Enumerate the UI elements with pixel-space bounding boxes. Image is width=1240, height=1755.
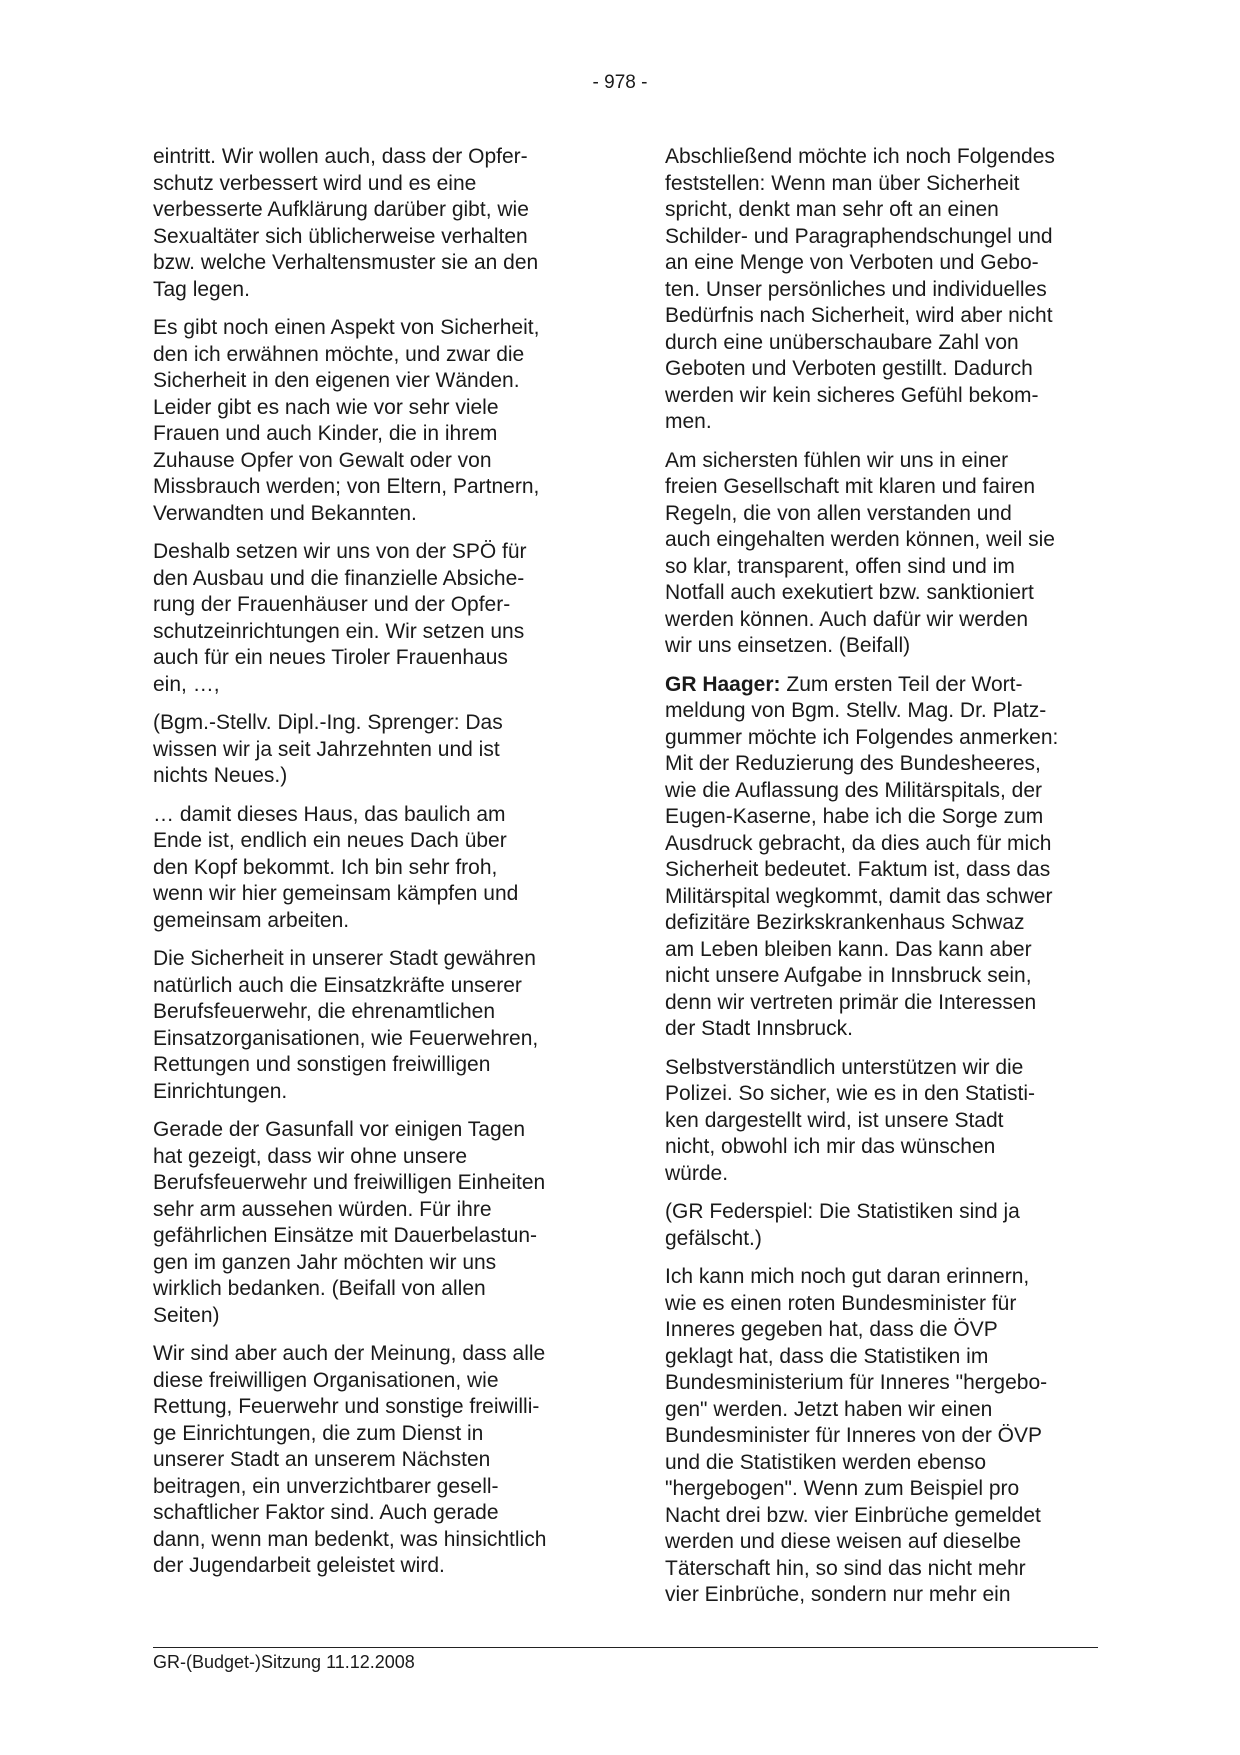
paragraph: Es gibt noch einen Aspekt von Sicherheit, den ich erwähnen möchte, und zwar die Sicherheit in den eigenen vier Wänden. Leider gibt es nach wie vor sehr viele Frauen und auch Kinder, die in ihrem Zuhause Opfer von Gewalt oder von Missbrauch werden; von Eltern, Partnern, Verwandten und Bekannten. [153, 316, 540, 525]
speaker-paragraph [665, 672, 1105, 1043]
speaker-text: Zum ersten Teil der Wort- meldung von Bgm. Stellv. Mag. Dr. Platz- gummer möchte ich Folgendes anmerken: Mit der Reduzierung des Bundesheeres, wie die Auflassung des Militärspitals, der Eugen-Kaserne, habe ich die Sorge zum Ausdruck gebracht, da dies auch für mich Sicherheit bedeutet. Faktum ist, dass das Militärspital wegkommt, damit das schwer defizitäre Bezirkskrankenhaus Schwaz am Leben bleiben kann. Das kann aber nicht unsere Aufgabe in Innsbruck sein, denn wir vertreten primär die Interessen der Stadt Innsbruck. [665, 672, 1059, 1040]
page-number: - 978 - [592, 72, 648, 93]
paragraph: Ich kann mich noch gut daran erinnern, wie es einen roten Bundesminister für Inneres gegeben hat, dass die ÖVP geklagt hat, dass die Statistiken im Bundesministerium für Inneres "hergebo- gen" werden. Jetzt haben wir einen Bundesminister für Inneres von der ÖVP und die Statistiken werden ebenso "hergebogen". Wenn zum Beispiel pro Nacht drei bzw. vier Einbrüche gemeldet werden und diese weisen auf dieselbe Täterschaft hin, so sind das nicht mehr vier Einbrüche, sondern nur mehr ein [665, 1265, 1048, 1606]
paragraph: Deshalb setzen wir uns von der SPÖ für den Ausbau und die finanzielle Absiche- rung der Frauenhäuser und der Opfer- schutzeinrichtungen ein. Wir setzen uns auch für ein neues Tiroler Frauenhaus ein, …, [153, 540, 527, 696]
paragraph: Die Sicherheit in unserer Stadt gewähren natürlich auch die Einsatzkräfte unserer Berufsfeuerwehr, die ehrenamtlichen Einsatzorganisationen, wie Feuerwehren, Rettungen und sonstigen freiwilligen Einrichtungen. [153, 947, 539, 1103]
footer-session-label: GR-(Budget-)Sitzung 11.12.2008 [153, 1652, 415, 1672]
right-column [665, 144, 1105, 1621]
paragraph: Abschließend möchte ich noch Folgendes feststellen: Wenn man über Sicherheit spricht, denkt man sehr oft an einen Schilder- und Paragraphendschungel und an eine Menge von Verboten und Gebo- ten. Unser persönliches und individuelles Bedürfnis nach Sicherheit, wird aber nicht durch eine unüberschaubare Zahl von Geboten und Verboten gestillt. Dadurch werden wir kein sicheres Gefühl bekom- men. [665, 145, 1055, 433]
footer-divider [153, 1647, 1098, 1648]
paragraph: … damit dieses Haus, das baulich am Ende ist, endlich ein neues Dach über den Kopf bekommt. Ich bin sehr froh, wenn wir hier gemeinsam kämpfen und gemeinsam arbeiten. [153, 802, 519, 932]
left-column [153, 144, 593, 1592]
paragraph: Selbstverständlich unterstützen wir die Polizei. So sicher, wie es in den Statisti- ken dargestellt wird, ist unsere Stadt nicht, obwohl ich mir das wünschen würde. [665, 1055, 1036, 1185]
paragraph: Wir sind aber auch der Meinung, dass alle diese freiwilligen Organisationen, wie Rettung, Feuerwehr und sonstige freiwilli- ge Einrichtungen, die zum Dienst in unserer Stadt an unserem Nächsten beitragen, ein unverzichtbarer gesell- schaftlicher Faktor sind. Auch gerade dann, wenn man bedenkt, was hinsichtlich der Jugendarbeit geleistet wird. [153, 1342, 547, 1577]
paragraph: Am sichersten fühlen wir uns in einer freien Gesellschaft mit klaren und fairen Regeln, die von allen verstanden und auch eingehalten werden können, weil sie so klar, transparent, offen sind und im Notfall auch exekutiert bzw. sanktioniert werden können. Auch dafür wir werden wir uns einsetzen. (Beifall) [665, 448, 1055, 657]
interjection: (Bgm.-Stellv. Dipl.-Ing. Sprenger: Das wissen wir ja seit Jahrzehnten und ist nichts Neues.) [153, 711, 503, 787]
paragraph: Gerade der Gasunfall vor einigen Tagen hat gezeigt, dass wir ohne unsere Berufsfeuerwehr und freiwilligen Einheiten sehr arm aussehen würden. Für ihre gefährlichen Einsätze mit Dauerbelastun- gen im ganzen Jahr möchten wir uns wirklich bedanken. (Beifall von allen Seiten) [153, 1118, 546, 1327]
interjection: (GR Federspiel: Die Statistiken sind ja gefälscht.) [665, 1200, 1020, 1250]
paragraph: eintritt. Wir wollen auch, dass der Opfer- schutz verbessert wird und es eine verbesserte Aufklärung darüber gibt, wie Sexualtäter sich üblicherweise verhalten bzw. welche Verhaltensmuster sie an den Tag legen. [153, 145, 539, 301]
speaker-name: GR Haager: [665, 672, 781, 696]
